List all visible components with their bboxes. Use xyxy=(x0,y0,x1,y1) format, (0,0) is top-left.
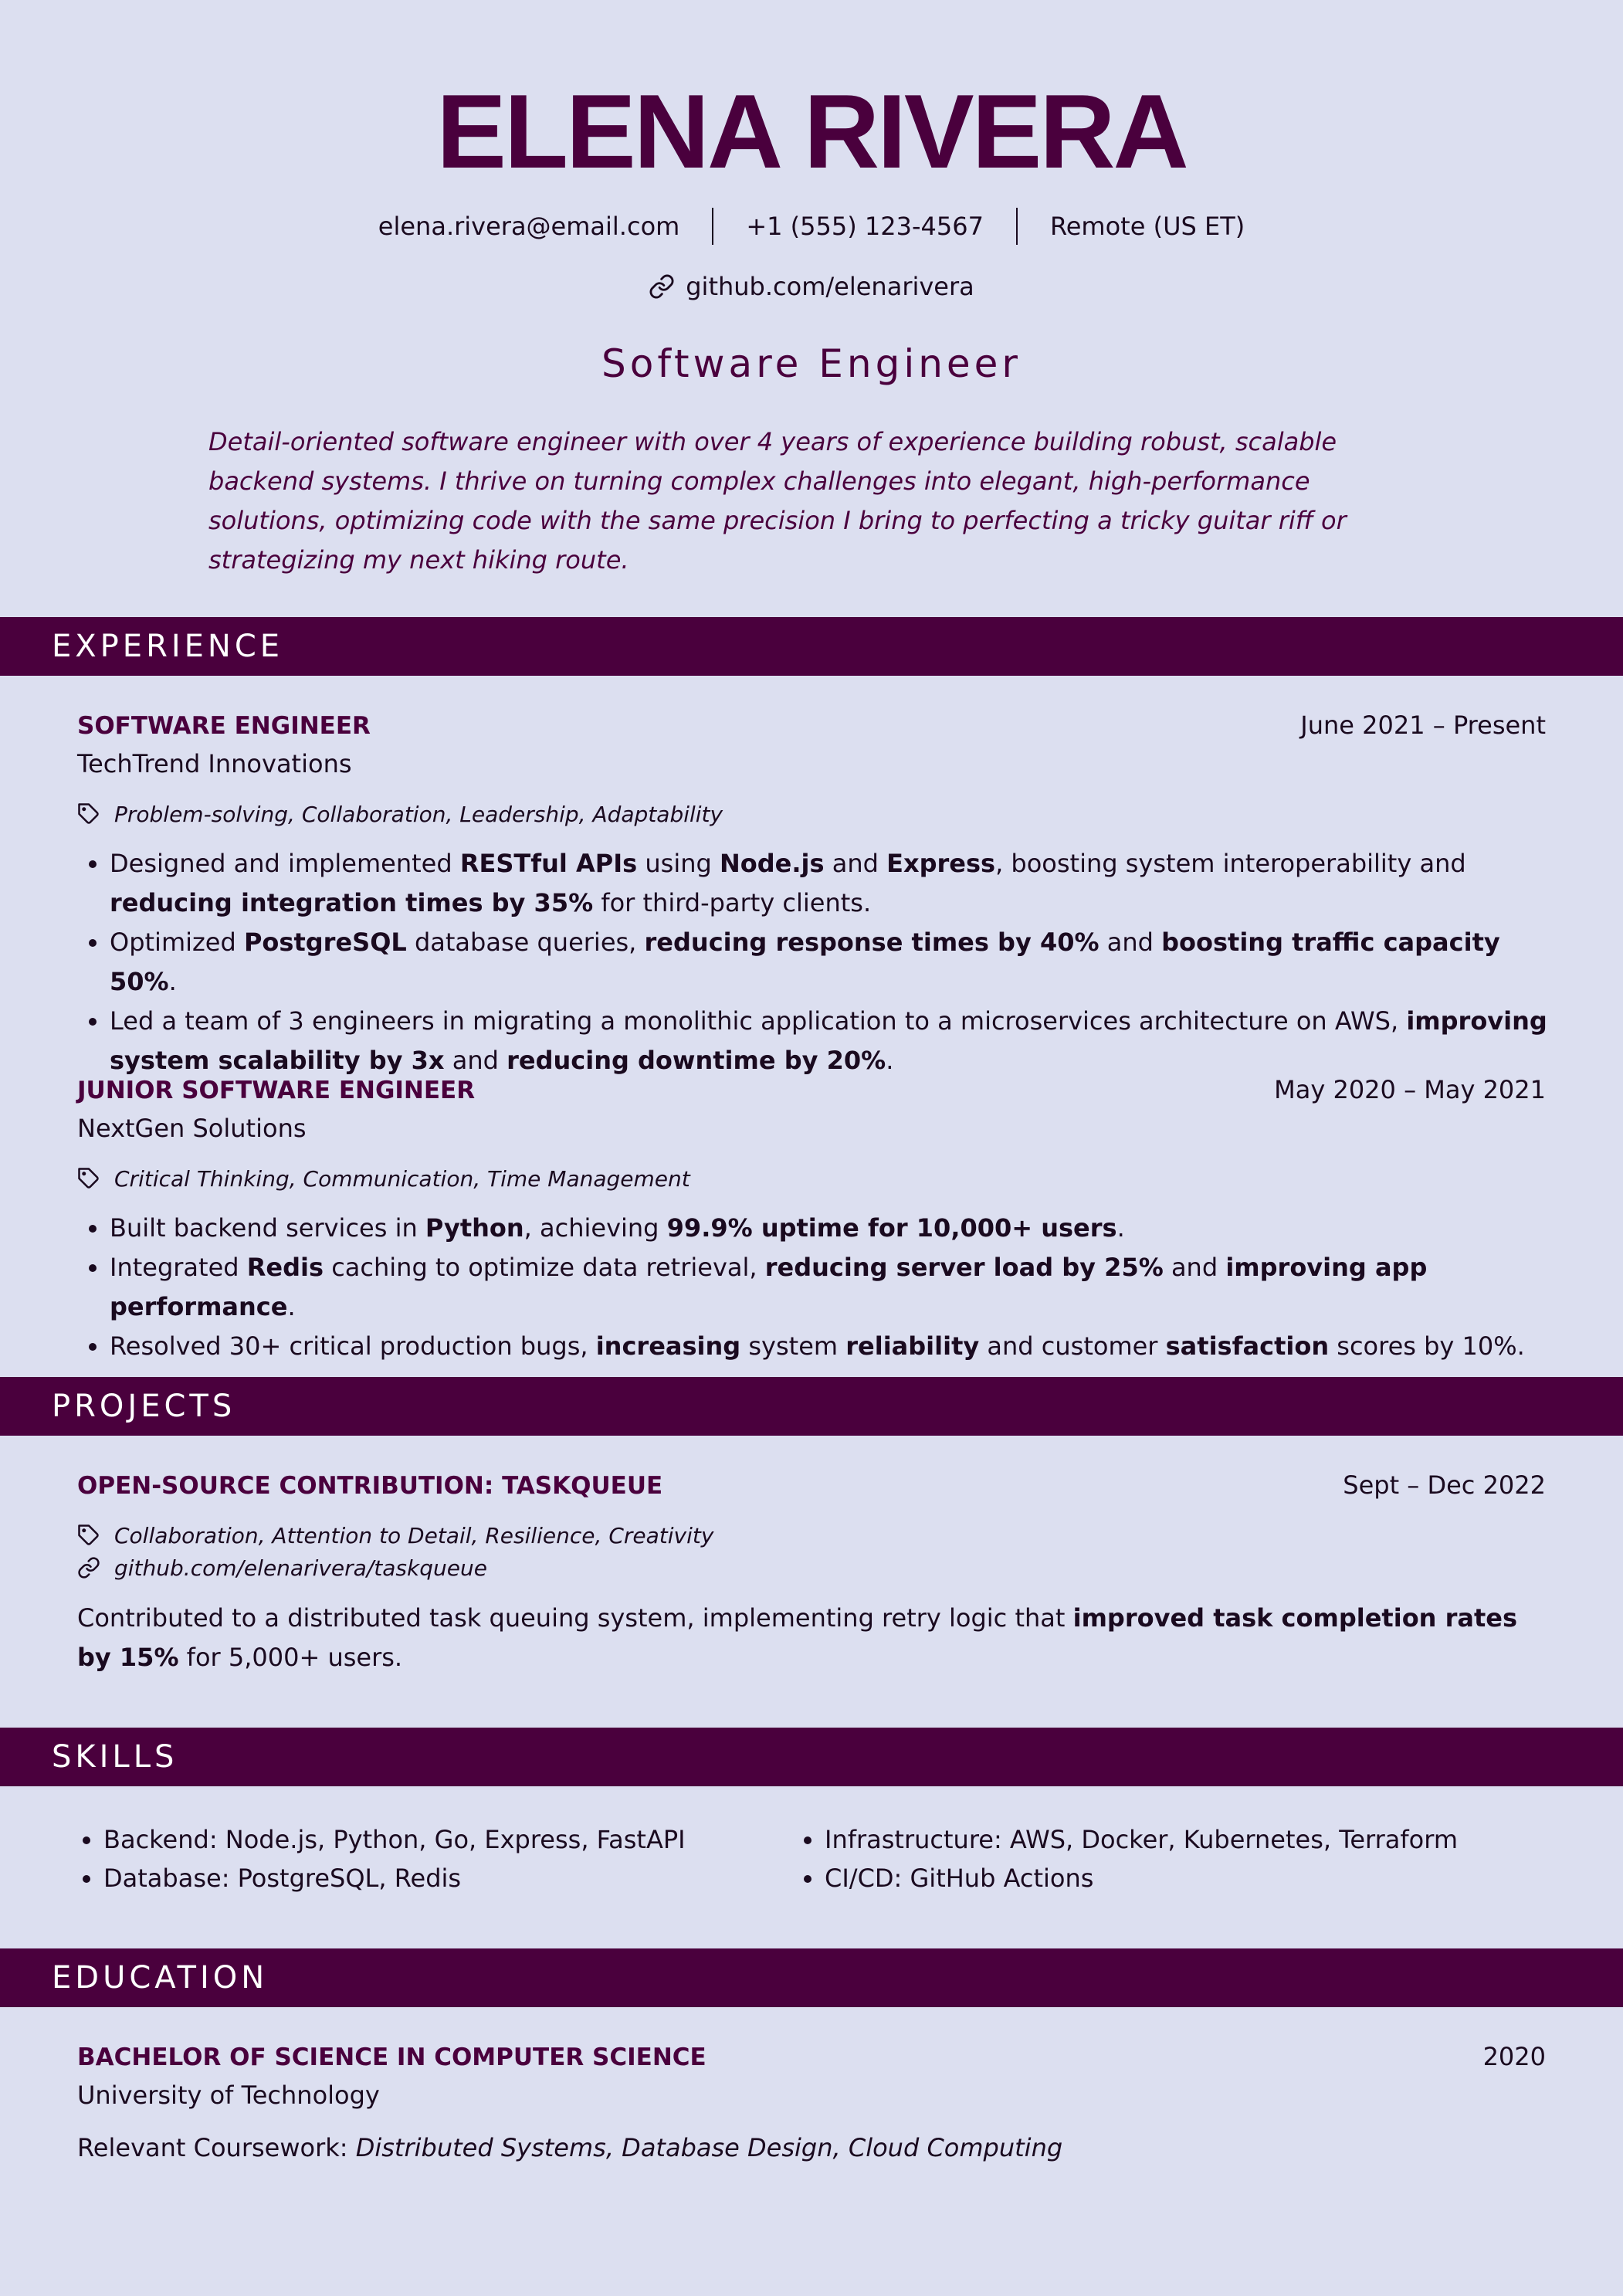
emphasis-text: improving app performance xyxy=(110,1253,1428,1321)
section-header-skills: SKILLS xyxy=(0,1728,1623,1786)
project-tags-text: Collaboration, Attention to Detail, Resilience, Creativity xyxy=(114,1522,714,1548)
link-icon xyxy=(77,1556,100,1579)
project-link[interactable]: github.com/elenarivera/taskqueue xyxy=(114,1555,487,1581)
skill-item: • Backend: Node.js, Python, Go, Express, FastAPI xyxy=(103,1820,772,1859)
tag-icon xyxy=(77,1524,100,1547)
github-line xyxy=(0,267,1623,306)
text-run: scores by 10%. xyxy=(1329,1331,1525,1361)
section-header-experience: EXPERIENCE xyxy=(0,617,1623,676)
section-header-education: EDUCATION xyxy=(0,1948,1623,2007)
company-name: TechTrend Innovations xyxy=(77,749,352,778)
text-run: . xyxy=(886,1046,894,1075)
emphasis-text: reducing downtime by 20% xyxy=(507,1046,886,1075)
text-run: Built backend services in xyxy=(110,1213,425,1243)
bullet-item xyxy=(110,1327,1560,1366)
text-run: Contributed to a distributed task queuing system, implementing retry logic that xyxy=(77,1603,1073,1633)
emphasis-text: improving system scalability by 3x xyxy=(110,1006,1547,1075)
location: Remote (US ET) xyxy=(1049,212,1245,241)
github-link[interactable]: github.com/elenarivera xyxy=(686,272,974,301)
emphasis-text: reducing integration times by 35% xyxy=(110,888,594,917)
text-run: system xyxy=(740,1331,846,1361)
text-run: caching to optimize data retrieval, xyxy=(324,1253,765,1282)
summary: Detail-oriented software engineer with over 4 years of experience building robust, scalable backend systems. I thrive on turning complex challenges into elegant, high-performance solutions, optimizing code with the same precision I bring to perfecting a tricky guitar riff or strategizing my next hiking route. xyxy=(208,427,1347,575)
text-run: Designed and implemented xyxy=(110,849,460,878)
text-run: for 5,000+ users. xyxy=(178,1643,403,1672)
coursework-label: Relevant Coursework: xyxy=(77,2133,348,2162)
bullet-item xyxy=(110,1002,1560,1080)
section-header-projects: PROJECTS xyxy=(0,1377,1623,1436)
bullet-item xyxy=(110,1209,1560,1248)
job-dates: May 2020 – May 2021 xyxy=(1274,1075,1546,1104)
company-name: NextGen Solutions xyxy=(77,1114,307,1143)
emphasis-text: reliability xyxy=(845,1331,980,1361)
text-run: and customer xyxy=(979,1331,1166,1361)
job-title: JUNIOR SOFTWARE ENGINEER xyxy=(77,1077,476,1104)
contact-line xyxy=(0,207,1623,246)
emphasis-text: reducing response times by 40% xyxy=(644,928,1100,957)
emphasis-text: Python xyxy=(425,1213,524,1243)
skill-tags xyxy=(77,799,723,829)
role-title: Software Engineer xyxy=(601,341,1022,386)
bullet-item xyxy=(110,844,1560,923)
skills-list-left xyxy=(77,1820,772,1898)
coursework xyxy=(77,2133,1062,2162)
job-dates: June 2021 – Present xyxy=(1300,711,1546,740)
text-run: Optimized xyxy=(110,928,244,957)
text-run: Led a team of 3 engineers in migrating a monolithic application to a microservices architecture on AWS, xyxy=(110,1006,1407,1036)
text-run: , boosting system interoperability and xyxy=(995,849,1466,878)
text-run: and xyxy=(444,1046,507,1075)
text-run: for third-party clients. xyxy=(593,888,872,917)
job-bullets xyxy=(77,1209,1560,1366)
text-run: Integrated xyxy=(110,1253,247,1282)
text-run: . xyxy=(287,1292,296,1321)
project-link-row xyxy=(77,1552,487,1583)
text-run: . xyxy=(1116,1213,1125,1243)
text-run: and xyxy=(1163,1253,1226,1282)
emphasis-text: boosting traffic capacity 50% xyxy=(110,928,1500,996)
skill-tags xyxy=(77,1163,690,1194)
text-run: Resolved 30+ critical production bugs, xyxy=(110,1331,596,1361)
degree-title: BACHELOR OF SCIENCE IN COMPUTER SCIENCE xyxy=(77,2043,706,2071)
text-run: and xyxy=(1099,928,1162,957)
bullet-item xyxy=(110,923,1560,1002)
project-title: OPEN-SOURCE CONTRIBUTION: TASKQUEUE xyxy=(77,1472,663,1500)
emphasis-text: improved task completion rates by 15% xyxy=(77,1603,1518,1672)
emphasis-text: increasing xyxy=(595,1331,741,1361)
emphasis-text: reducing server load by 25% xyxy=(764,1253,1164,1282)
text-run: using xyxy=(637,849,720,878)
text-run: and xyxy=(824,849,887,878)
text-run: , achieving xyxy=(523,1213,667,1243)
emphasis-text: RESTful APIs xyxy=(459,849,638,878)
project-description xyxy=(77,1599,1548,1677)
phone[interactable]: +1 (555) 123-4567 xyxy=(746,212,984,241)
tag-icon xyxy=(77,1167,100,1190)
candidate-name: ELENA RIVERA xyxy=(436,73,1187,190)
emphasis-text: PostgreSQL xyxy=(243,928,407,957)
skill-tags-text: Critical Thinking, Communication, Time Management xyxy=(114,1165,690,1192)
project-tags xyxy=(77,1520,713,1551)
text-run: . xyxy=(168,967,177,996)
skill-tags-text: Problem-solving, Collaboration, Leadership, Adaptability xyxy=(114,801,723,827)
emphasis-text: Express xyxy=(886,849,996,878)
project-dates: Sept – Dec 2022 xyxy=(1343,1470,1546,1500)
tag-icon xyxy=(77,802,100,826)
emphasis-text: Redis xyxy=(246,1253,324,1282)
emphasis-text: Node.js xyxy=(719,849,825,878)
email[interactable]: elena.rivera@email.com xyxy=(378,212,680,241)
link-icon xyxy=(649,273,675,300)
emphasis-text: 99.9% uptime for 10,000+ users xyxy=(666,1213,1117,1243)
graduation-year: 2020 xyxy=(1482,2042,1546,2071)
skill-item: • CI/CD: GitHub Actions xyxy=(825,1859,1555,1898)
text-run: database queries, xyxy=(406,928,645,957)
job-title: SOFTWARE ENGINEER xyxy=(77,712,371,740)
skill-item: • Infrastructure: AWS, Docker, Kubernetes, Terraform xyxy=(825,1820,1555,1859)
emphasis-text: satisfaction xyxy=(1165,1331,1330,1361)
school-name: University of Technology xyxy=(77,2081,380,2110)
coursework-list: Distributed Systems, Database Design, Cloud Computing xyxy=(355,2133,1063,2162)
job-bullets xyxy=(77,844,1560,1080)
bullet-item xyxy=(110,1248,1560,1327)
skills-list-right xyxy=(798,1820,1555,1898)
skill-item: • Database: PostgreSQL, Redis xyxy=(103,1859,772,1898)
